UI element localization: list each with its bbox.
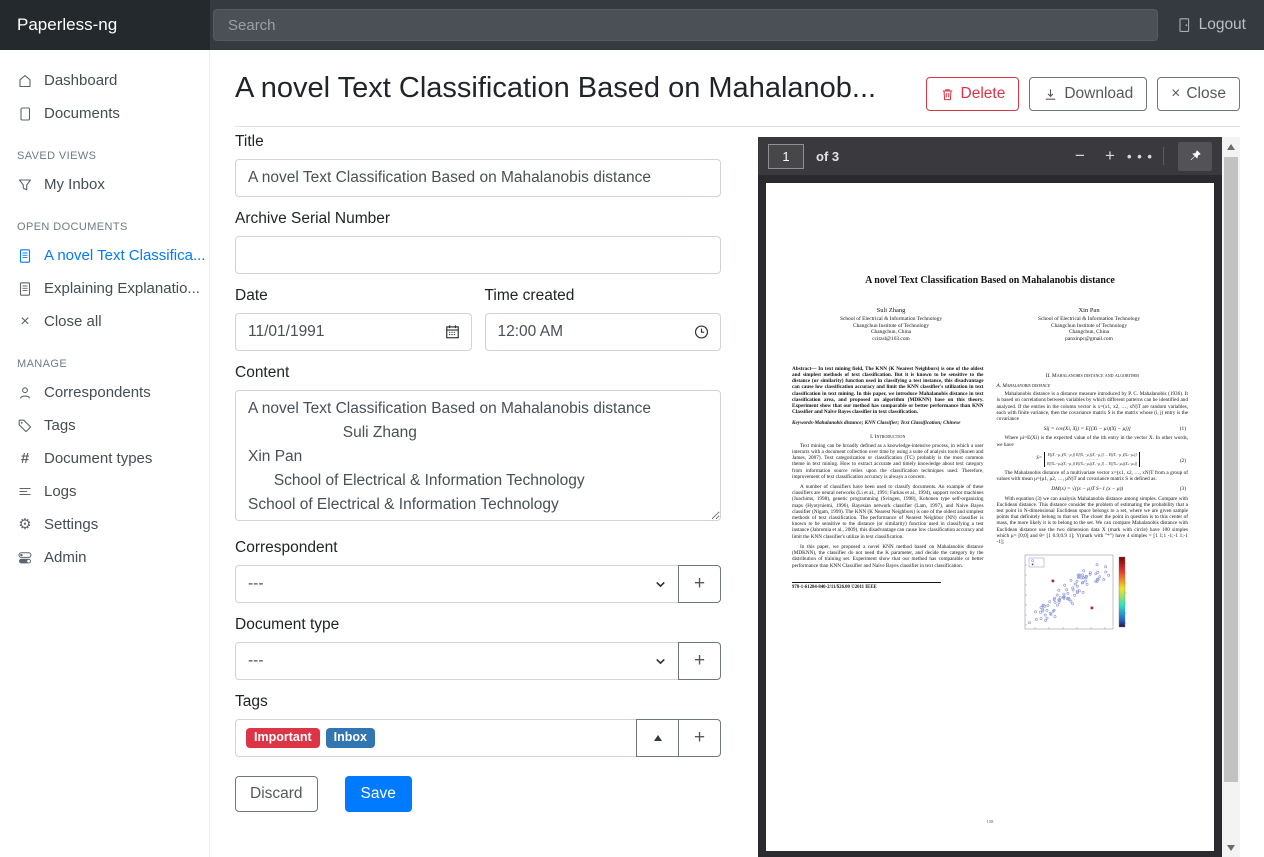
date-label: Date bbox=[235, 287, 268, 304]
sidebar-label: Close all bbox=[44, 313, 102, 330]
door-icon bbox=[1176, 17, 1192, 33]
scroll-up-arrow[interactable] bbox=[1222, 139, 1240, 155]
pdf-preview-pane bbox=[758, 137, 1240, 857]
pdf-page-count: of 3 bbox=[816, 148, 840, 164]
file-text-icon bbox=[17, 248, 33, 264]
close-icon: × bbox=[1171, 85, 1181, 102]
time-input[interactable] bbox=[485, 313, 722, 351]
sidebar-label: Documents bbox=[44, 105, 120, 122]
download-button[interactable] bbox=[1029, 77, 1147, 111]
document-type-select[interactable] bbox=[235, 642, 679, 680]
toolbar-divider bbox=[1163, 147, 1164, 165]
sidebar bbox=[0, 50, 210, 857]
paper-equation-matrix: S= E[(X₁−μ₁)(X₁−μ₁)] E[(X₁−μ₁)(X₂−μ₂)] … E[(X₁−μ₁)(Xₙ−μₙ)] … … … E[(Xₙ−μₙ)(X₁−μ₁)] E[(Xₙ−μₙ)(X₂−μ₂)] … E[(Xₙ−μₙ)(Xₙ−μₙ)] (2) bbox=[1036, 452, 1186, 466]
clock-icon[interactable] bbox=[693, 324, 710, 341]
zoom-out-button[interactable]: − bbox=[1075, 146, 1085, 165]
content-label: Content bbox=[235, 364, 290, 381]
scroll-down-arrow[interactable] bbox=[1222, 840, 1240, 856]
delete-button[interactable] bbox=[926, 77, 1020, 111]
close-icon: × bbox=[20, 312, 30, 330]
top-navbar bbox=[0, 0, 1264, 50]
sidebar-label: Admin bbox=[44, 549, 87, 566]
text-lines-icon bbox=[17, 484, 33, 500]
download-icon bbox=[1043, 87, 1058, 102]
saved-views-header: SAVED VIEWS bbox=[17, 150, 97, 162]
sidebar-label: Document types bbox=[44, 450, 153, 467]
tag-badge[interactable]: Important bbox=[246, 728, 320, 749]
tag-icon bbox=[17, 418, 33, 434]
asn-input[interactable] bbox=[235, 236, 721, 274]
tags-label: Tags bbox=[235, 693, 268, 710]
correspondent-label: Correspondent bbox=[235, 539, 338, 556]
asn-label: Archive Serial Number bbox=[235, 210, 391, 227]
gear-icon: ⚙ bbox=[18, 515, 32, 533]
tags-input[interactable] bbox=[235, 719, 637, 757]
sidebar-label: Correspondents bbox=[44, 384, 151, 401]
document-edit-form bbox=[235, 127, 721, 857]
caret-up-icon bbox=[654, 735, 662, 741]
pdf-toolbar bbox=[758, 137, 1222, 175]
funnel-icon bbox=[17, 177, 33, 193]
sidebar-item-correspondents[interactable] bbox=[0, 376, 209, 409]
sidebar-item-settings[interactable] bbox=[0, 508, 209, 541]
file-icon bbox=[17, 106, 33, 122]
sidebar-item-documents[interactable] bbox=[0, 97, 209, 130]
close-button[interactable] bbox=[1157, 77, 1240, 111]
chevron-down-icon bbox=[653, 577, 668, 592]
more-options-button[interactable]: • • • bbox=[1127, 148, 1153, 164]
hash-icon: # bbox=[20, 450, 30, 467]
pdf-scrollbar[interactable] bbox=[1222, 137, 1240, 857]
sidebar-open-doc-1[interactable] bbox=[0, 239, 209, 272]
logout-button[interactable] bbox=[1176, 16, 1246, 34]
sidebar-item-document-types[interactable] bbox=[0, 442, 209, 475]
paper-left-column: Abstract— In text mining field, The KNN (K Nearest Neighbors) is one of the oldest and simplest methods of text classification. But it is known to be sensitive to the distance (or similarity) function used in classifying a test instance, this disadvantage can cause low classification accuracy and limit the KNN classifier's utilization in text classification in text mining. In this paper, we introduce Mahalanobis distance in text classification area, and proposed an algorithm (MDKNN) base on this theory. Experiment show that our method has comparable or better performance than KNN Classifier and Naïve Bayes classifier in text classification. Keywords-Mahalanobis distance; KNN Classifier; Text Classification; Chinese I. Introduction Text mining can be broadly defined as a knowledge-intensive process, in which a user interacts with a document collection over time by using a suite of analysis tools (Ronen and James, 2007). Text categorization or classification (TC) probably is the most common theme in text mining. How to extract accurate and timely knowledge about text category from information source relies upon the classification techniques used. Therefore, improvement of text classification accuracy is always a concern. A number of classifiers have been used to classify documents. An example of these classifiers are neural networks (Li et al., 1991; Farkas et al., 1994), support vector machines (Joachims, 1998), genetic programming (Svingen, 1998), Kohonen type self-organizing maps (Hyotyniemi, 1996), Bayesian network classifier (Lam, 1997), and Naive Bayes classifier (Nigam, 1999). The KNN (K Nearest Neighbors) is one of the oldest and simplest methods of text classification. The performance of Nearest Neighbor (NN) classifier is known to be sensitive to the distance (or similarity) function used in classifying a test instance (Jahromia et al., 2009), this disadvantage can cause low classification accuracy and limit the KNN classifier's utilize in text classification. In this paper, we proposed a novel KNN method based on Mahalanobis distance (MDKNN), the classifier do not need the K parameter, and decide the category by the distribution of training set. Experiment show that our method has comparable or better performance than KNN Classifier and Naïve Bayes classifier in text classification. 978-1-61284-840-2/11/$26.00 ©2011 IEEE bbox=[792, 365, 984, 590]
paper-author-2: Xin Pan School of Electrical & Information Technology Changchun Institute of Technology Changchun, China panxinpc@gmail.com bbox=[1037, 307, 1141, 343]
sidebar-label: Explaining Explanatio... bbox=[44, 280, 200, 297]
page-title: A novel Text Classification Based on Mahalanob... bbox=[235, 72, 877, 104]
close-label: Close bbox=[1186, 85, 1226, 102]
paper-right-column: II. Mahalanobis distance and algorithm A. Mahalanobis distance Mahalanobis distance is a distance measure introduced by P. C. Mahalanobis (1936). It is based on correlations between variables by which different patterns can be identified and analyzed. If the entries in the column vector is x=(x1, x2, …, xN)T are random variables, each with finite variance, then the covariance matrix S is the matrix whose (i, j) entry is the covariance Sij = cov(Xi, Xj) = E[(Xi − μi)(Xj − μj)] (1) Where μi=E(Xi) is the expected value of the ith entry in the vector X. In other words, we have S= E[(X₁−μ₁)(X₁−μ₁)] E[(X₁−μ₁)(X₂−μ₂)] … E[(X₁−μ₁)(Xₙ−μₙ)] … … … E[(Xₙ−μₙ)(X₁−μ₁)] E[(Xₙ−μₙ)(X₂−μ₂)] … E[(Xₙ−μₙ)(Xₙ−μₙ)] (2) The Mahalanobis distance of a multivariate vector x=(x1, x2, …, xN)T from a group of values with mean μ=(μ1, μ2, …, μN)T and covariance matrix S is defined as: DM(x) = √((x − μ)T S−1 (x − μ)) (3) With equation (3) we can analysis Mahalanobis distance among simples. Compare with Euclidean distance. This distance consider the problem of estimating the probability that a test point in N-dimensional Euclidean space belongs to a set, where we are given sample points that definitely belong to that set. The closer the point in question is to this center of mass, the more likely it is to belong to the set. We can compare Mahalanobis distance with Euclidean distance use the two dimension data X (mark with circle) have 100 simples which μ= [0;0] and θ= [1 0.9;0.9 1]; Y(mark with "*") have 4 simples = [1 1;1 -1;-1 1;-1 -1]; bbox=[997, 366, 1189, 641]
document-type-label: Document type bbox=[235, 616, 340, 633]
content-textarea[interactable] bbox=[235, 390, 721, 521]
scrollbar-thumb[interactable] bbox=[1224, 157, 1238, 782]
sidebar-label: Settings bbox=[44, 516, 99, 533]
pdf-page-input[interactable] bbox=[768, 144, 804, 169]
add-correspondent-button[interactable]: + bbox=[678, 565, 721, 603]
sidebar-label: My Inbox bbox=[44, 176, 105, 193]
paper-footnote: 978-1-61284-840-2/11/$26.00 ©2011 IEEE bbox=[792, 582, 941, 591]
pdf-canvas-area[interactable] bbox=[758, 175, 1222, 857]
correspondent-value: --- bbox=[248, 575, 264, 592]
pin-button[interactable] bbox=[1178, 142, 1212, 171]
sidebar-item-my-inbox[interactable] bbox=[0, 168, 209, 201]
calendar-icon[interactable] bbox=[444, 324, 461, 341]
sidebar-label: Logs bbox=[44, 483, 77, 500]
save-button[interactable]: Save bbox=[345, 776, 412, 812]
app-brand[interactable]: Paperless-ng bbox=[0, 0, 210, 50]
download-label: Download bbox=[1064, 85, 1134, 102]
sidebar-label: Dashboard bbox=[44, 72, 118, 89]
sidebar-label: Tags bbox=[44, 417, 76, 434]
zoom-in-button[interactable]: + bbox=[1105, 146, 1115, 165]
time-label: Time created bbox=[484, 287, 575, 304]
main-content bbox=[210, 50, 1264, 857]
chevron-down-icon bbox=[653, 654, 668, 669]
sidebar-label: A novel Text Classifica... bbox=[44, 247, 206, 264]
open-documents-header: OPEN DOCUMENTS bbox=[17, 221, 128, 233]
paper-page-number: 158 bbox=[986, 819, 994, 824]
title-label: Title bbox=[235, 133, 264, 150]
add-tag-button[interactable]: + bbox=[678, 719, 721, 757]
sidebar-open-doc-2[interactable] bbox=[0, 272, 209, 305]
search-input[interactable] bbox=[213, 9, 1158, 41]
sidebar-item-logs[interactable] bbox=[0, 475, 209, 508]
pushpin-icon bbox=[1188, 149, 1202, 163]
title-input[interactable] bbox=[235, 159, 721, 197]
document-type-value: --- bbox=[248, 652, 264, 669]
add-document-type-button[interactable]: + bbox=[678, 642, 721, 680]
toggles-icon bbox=[17, 550, 33, 566]
paper-title: A novel Text Classification Based on Mahalanobis distance bbox=[865, 275, 1115, 286]
collapse-tags-button[interactable] bbox=[636, 719, 679, 757]
sidebar-item-dashboard[interactable] bbox=[0, 64, 209, 97]
person-icon bbox=[17, 385, 33, 401]
logout-label: Logout bbox=[1198, 16, 1246, 33]
tag-badge[interactable]: Inbox bbox=[326, 728, 375, 749]
paper-author-1: Suli Zhang School of Electrical & Information Technology Changchun Institute of Technology Changchun, China ccitzsl@163.com bbox=[839, 307, 943, 343]
house-icon bbox=[17, 73, 33, 89]
file-text-icon bbox=[17, 281, 33, 297]
pdf-page bbox=[766, 183, 1214, 851]
figure-scatter bbox=[1011, 551, 1189, 641]
discard-button[interactable]: Discard bbox=[235, 776, 318, 812]
delete-label: Delete bbox=[960, 85, 1006, 102]
manage-header: MANAGE bbox=[17, 358, 68, 370]
trash-icon bbox=[940, 87, 955, 102]
sidebar-item-close-all[interactable] bbox=[0, 305, 209, 338]
sidebar-item-tags[interactable] bbox=[0, 409, 209, 442]
correspondent-select[interactable] bbox=[235, 565, 679, 603]
sidebar-item-admin[interactable] bbox=[0, 541, 209, 574]
date-input[interactable] bbox=[235, 313, 472, 351]
